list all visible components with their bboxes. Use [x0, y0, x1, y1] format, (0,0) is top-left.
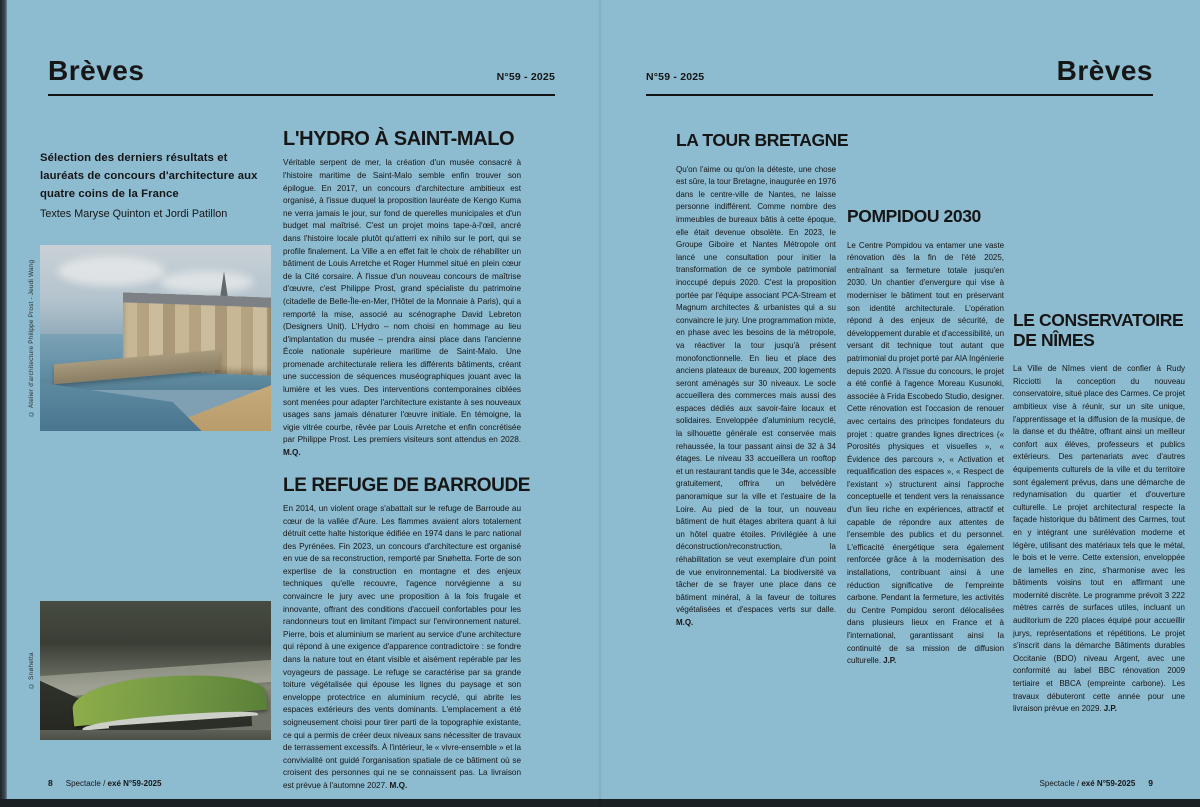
page-number: 9 — [1148, 778, 1153, 788]
article-signature: M.Q. — [676, 617, 694, 627]
column-4 — [1013, 311, 1185, 716]
article-signature: M.Q. — [389, 780, 408, 790]
intro-block — [40, 149, 274, 223]
article-title: LE REFUGE DE BARROUDE — [283, 474, 531, 496]
article-title: LA TOUR BRETAGNE — [676, 130, 849, 150]
standfirst: Sélection des derniers résultats et lauréats de concours d'architecture aux quatre coins de la France — [40, 152, 258, 201]
cloud — [160, 271, 252, 293]
section-wordmark: Brèves — [1056, 55, 1153, 86]
footer-issue: exé N°59-2025 — [107, 779, 162, 788]
photo-credit: © Atelier d'architecture Philippe Prost - Jeudi Wang — [28, 259, 35, 417]
section-wordmark: Brèves — [48, 55, 145, 86]
column-3 — [847, 207, 1004, 668]
article-text: Qu'on l'aime ou qu'on la déteste, une chose est sûre, la tour Bretagne, inaugurée en 1976 dans le centre-ville de Nantes, ne laisse personne indifférent. Comme nombre des immeubles de bureaux bâtis à cette époque, elle était devenue obsolète. En 2023, le Groupe Giboire et Nantes Métropole ont lancé une consultation pour initier la transformation de ce symbole patrimonial inoccupé depuis 2020. C'est la proposition portée par l'équipe associant PCA-Stream et Magnum architectes & urbanistes qui a su convaincre le jury. Une programmation mixte, en phase avec les besoins de la métropole, va réactiver la tour jusqu'à présent monofonctionnelle. En lieu et place des anciens plateaux de bureaux, 200 logements seront aménagés sur 30 niveaux. Le socle accueillera des commerces mais aussi des espaces dédiés aux savoir-faire locaux et solidaires. Enveloppée d'aluminium recyclé, la silhouette générale est conservée mais rehaussée, la tour passant ainsi de 32 à 34 étages. Le niveau 33 accueillera un rooftop et un restaurant tandis que le 34e, accessible gratuitement, offrira un belvédère panoramique sur la ville et l'estuaire de la Loire. Au pied de la tour, un nouveau bâtiment de huit étages abritera quant à lui un hôtel quatre étoiles. Privilégiée à une déconstruction/reconstruction, la réhabilitation se veut exemplaire d'un point de vue environnemental. La biodiversité va tâcher de se frayer une place dans ce bâtiment minéral, à la faveur de toitures végétalisées et d'espaces verts sur dalle. — [676, 164, 836, 615]
footer-issue: exé N°59-2025 — [1081, 779, 1136, 788]
center-fold — [598, 0, 602, 807]
article-title: POMPIDOU 2030 — [847, 206, 981, 226]
article-title: LE CONSERVATOIRE DE NÎMES — [1013, 310, 1184, 350]
footer-text — [1040, 779, 1136, 788]
article-text: En 2014, un violent orage s'abattait sur le refuge de Barroude au cœur de la vallée d'Aure. Les flammes avaient alors totalement détruit cette halte historique édifiée en 1974 dans le parc national des Pyrénées. Fin 2023, un concours d'architecture est organisé en vue de sa reconstruction, remporté par Snøhetta. Forte de son expertise de la construction en montagne et des enjeux techniques qu'elle recouvre, l'agence norvégienne a su convaincre le jury avec une proposition à la fois frugale et innovante, offrant des conditions d'accueil confortables pour les randonneurs tout en limitant l'impact sur l'environnement naturel. Pierre, bois et aluminium se marient au service d'une architecture qui répond à une exigence d'apparence contradictoire : se fondre dans la nature tout en étant visible et aisément repérable par les voyageurs de passage. Le refuge se caractérise par sa grande toiture végétalisée qui épouse les lignes du paysage et son enveloppe protectrice en aluminium recyclé, qui abrite les espaces extérieurs des vents dominants. L'emplacement a été soigneusement choisi pour tirer parti de la topographie existante, ce qui a permis de créer deux niveaux sans nécessiter de travaux de terrassement excessifs. À l'intérieur, le « vivre-ensemble » et la convivialité ont guidé l'organisation spatiale de ce bâtiment où se croisent des personnes qui ne se connaissent pas. La livraison est prévue à l'automne 2027. — [283, 503, 521, 790]
foreground-ground — [40, 730, 271, 740]
issue-number: N°59 - 2025 — [646, 71, 705, 83]
header-right-page — [646, 57, 1153, 96]
footer-title: Spectacle / — [1039, 779, 1080, 788]
photo-saint-malo — [40, 245, 271, 431]
article-gap — [283, 460, 521, 475]
issue-number: N°59 - 2025 — [496, 71, 555, 83]
page-left-edge — [0, 0, 7, 807]
article-body — [283, 157, 521, 459]
photo-barroude-refuge — [40, 601, 271, 740]
cloud — [58, 256, 164, 286]
article-text: Le Centre Pompidou va entamer une vaste rénovation dès la fin de l'été 2025, entraînant sa fermeture totale jusqu'en 2030. Un chantier d'envergure qui vise à moderniser le bâtiment tout en préservant son identité architecturale. L'opération répond à des enjeux de sécurité, de développement durable et d'accessibilité, un versant dit technique tout autant que patrimonial du projet porté par AIA Ingénierie depuis 2020. À l'issue du concours, le projet a été confié à l'agence Moreau Kusunoki, associée à Frida Escobedo Studio, designer. Cette rénovation est l'occasion de renouer avec certains des principes fondateurs du projet : quatre grandes lignes directrices (« Porosités physiques et visuelles », « Évidence des parcours », « Activation et requalification des espaces », « Respect de l'existant ») structurent ainsi l'approche conceptuelle et tendent vers la renaissance d'un lieu riche en expériences, attractif et capable de répondre aux attentes de l'ensemble des publics et du personnel. L'efficacité énergétique sera également renforcée grâce à la modernisation des installations, contribuant ainsi à une réduction significative de l'empreinte carbone. Pendant la fermeture, les activités du Centre Pompidou seront délocalisées dans plusieurs lieux en France et à l'international, garantissant ainsi la continuité de sa mission de diffusion culturelle. — [847, 240, 1004, 666]
footer-text — [66, 779, 162, 788]
article-signature: J.P. — [1103, 704, 1117, 714]
column-1 — [283, 128, 531, 793]
article-signature: M.Q. — [283, 448, 301, 458]
footer-title: Spectacle / — [65, 779, 106, 788]
article-body — [847, 240, 1004, 668]
article-body — [676, 164, 836, 630]
footer-right-page — [1040, 778, 1153, 788]
article-body — [283, 503, 521, 793]
byline: Textes Maryse Quinton et Jordi Patillon — [40, 208, 228, 221]
article-signature: J.P. — [883, 656, 897, 666]
column-2 — [676, 130, 849, 630]
page-number: 8 — [48, 778, 53, 788]
article-text: Véritable serpent de mer, la création d'un musée consacré à l'histoire maritime de Saint-Malo semble enfin trouver son épilogue. En 2017, un concours d'architecture ambitieux est organisé, à l'issue duquel la proposition lauréate de Kengo Kuma ne verra jamais le jour, sur fond de querelles municipales et d'un budget mal maîtrisé. C'est un projet moins tape-à-l'œil, ancré dans l'histoire locale plutôt qu'atterri ex nihilo sur le port, qui se profile finalement. La Ville a en effet fait le choix de réhabiliter un bâtiment de Louis Arretche et Roger Hummel situé en plein cœur de la Cité corsaire. À l'issue d'un nouveau concours de maîtrise d'œuvre, c'est Philippe Prost, grand spécialiste du patrimoine (citadelle de Belle-Île-en-Mer, l'Hôtel de la Monnaie à Paris), qui a remporté la mise, associé au scénographe David Lebreton (Designers Unit). L'Hydro – nom choisi en hommage au lieu d'implantation du musée – prendra ainsi place dans l'ancienne École nationale supérieure maritime de Saint-Malo. Une promenade architecturale reliera les différents bâtiments, créant une succession de séquences muséographiques jouant avec la lumière et les vues. Des interventions contemporaines ciblées sont menées pour adapter l'architecture existante à ses nouveaux usages sans jamais dénaturer l'œuvre initiale. En témoigne, la vigie vitrée courbe, rêvée par Louis Arretche et enfin concrétisée par Philippe Prost. Les premiers visiteurs sont attendus en 2028. — [283, 158, 521, 445]
article-text: La Ville de Nîmes vient de confier à Rudy Ricciotti la conception du nouveau conservatoire, situé place des Carmes. Ce projet ambitieux vise à réunir, sur un site unique, l'apprentissage et la diffusion de la musique, de la danse et du théâtre, offrant ainsi un meilleur confort aux élèves, professeurs et publics extérieurs. Des partenariats avec d'autres équipements culturels de la ville et du territoire sont également prévus, dans une démarche de redynamisation du quartier et d'ouverture culturelle. Le projet architectural respecte la façade historique du bâtiment des Carmes, tout en y intégrant une surélévation moderne et légère, utilisant des matériaux tels que le métal, le bois et le verre. Cette extension, enveloppée de lamelles en zinc, s'harmonise avec les bâtiments voisins tout en affirmant une modernité discrète. Le programme prévoit 3 222 mètres carrés de surfaces utiles, incluant un auditorium de 220 places équipé pour accueillir jurys, représentations et répétitions. Le projet s'inscrit dans la démarche Bâtiments durables Occitanie (BDO) niveau Argent, avec une conformité au label BBC rénovation 2009 tertiaire et BBCA (empreinte carbone). Les travaux débuteront cette année pour une livraison prévue en 2029. — [1013, 364, 1185, 714]
footer-left-page — [48, 778, 161, 788]
article-body — [1013, 363, 1185, 716]
article-title: L'HYDRO À SAINT-MALO — [283, 128, 515, 150]
photo-credit: © Snøhetta — [28, 652, 35, 689]
header-left-page — [48, 57, 555, 96]
